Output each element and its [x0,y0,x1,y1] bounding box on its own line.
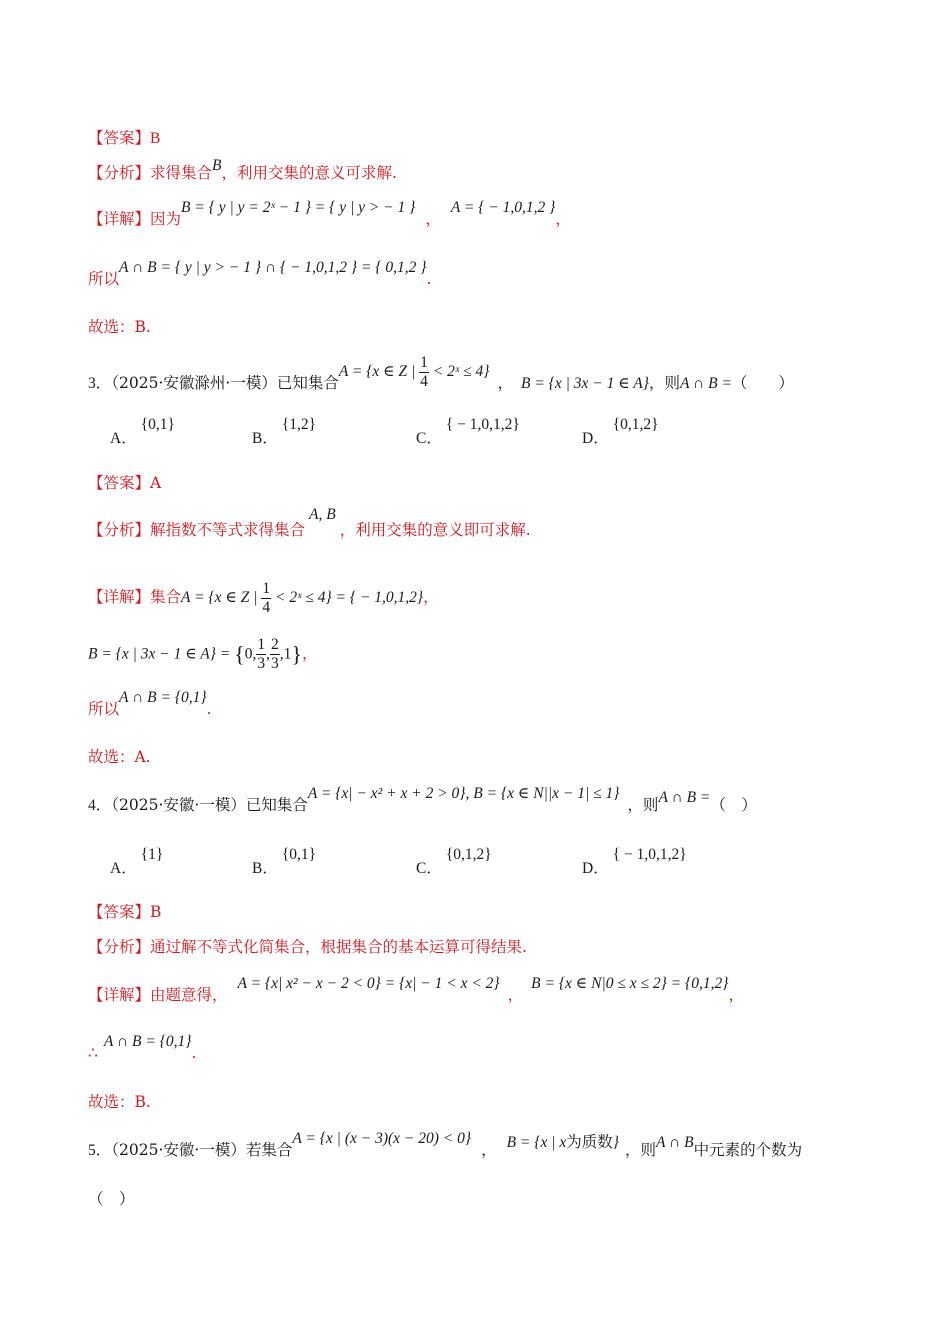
formula: A ∩ B = {0,1} [103,1033,192,1050]
analysis-text: 求得集合 [150,164,213,182]
q4-therefore-line [88,1033,197,1065]
formula-target: A ∩ B = [679,375,732,393]
answer-value: B [150,130,161,147]
so-end: . [426,270,432,288]
analysis-tag: 【分析】 [88,164,151,182]
q4-stem [88,785,757,817]
q2-so-line [88,259,432,291]
so-text: 所以 [88,270,120,288]
analysis-text: 通过解不等式化简集合，根据集合的基本运算可得结果. [150,938,527,956]
q3-stem [88,354,794,403]
q4-option-a[interactable]: A．{1} [110,846,164,877]
q2-analysis-line [88,157,397,185]
then: ，则 [627,796,659,814]
q3-detail-line [88,580,439,617]
formula-setA: A = {x| − x² + x + 2 > 0} [307,785,466,802]
q4-answer-line [88,901,161,923]
q3-option-d[interactable]: D．{0,1,2} [582,416,659,447]
detail-tag: 【详解】 [88,588,151,607]
answer-tag: 【答案】 [88,903,151,921]
formula-target: A ∩ B = [658,789,711,806]
so-end: . [206,700,212,718]
answer-value: B [150,903,162,921]
q2-detail-line [88,199,571,231]
formula-setB: , B = {x ∈ N||x − 1| ≤ 1} [465,785,620,802]
q4-detail-line [88,975,744,1007]
detail-text: ， [507,986,524,1004]
then: ，则 [648,374,680,393]
question-tail: 中元素的个数为 [693,1141,803,1159]
question-source: （2025·安徽滁州·一模）已知集合 [111,374,339,393]
formula: A = {x| x² − x − 2 < 0} = {x| − 1 < x < 2} [237,975,500,992]
q4-option-c[interactable]: C．{0,1,2} [416,846,492,877]
analysis-text: ，利用交集的意义可求解. [221,164,397,182]
answer-paren: （ ） [731,374,794,393]
answer-tag: 【答案】 [88,129,151,147]
question-number: 4． [88,797,112,814]
q2-answer-line [88,127,160,150]
detail-text: ， [425,210,441,228]
question-source: （2025·安徽·一模）若集合 [111,1141,293,1159]
answer-paren: （ ） [710,796,757,814]
analysis-var: B [212,157,222,174]
detail-text: ， [423,588,439,607]
q3-answer-line [88,472,161,494]
detail-text: ， [301,644,318,663]
choose-text: 故选：B. [88,318,151,336]
question-number: 5． [88,1142,112,1159]
formula: B = { y | y = 2ˣ − 1 } = { y | y > − 1 } [181,199,416,216]
detail-tag: 【详解】 [88,210,151,228]
analysis-tag: 【分析】 [88,938,151,956]
q3-so-line [88,689,212,721]
formula-setB: B = {x | 3x − 1 ∈ A} [520,375,649,393]
q5-paren-line [88,1188,135,1210]
detail-text: ， [728,986,744,1004]
analysis-var: A, B [309,506,336,523]
detail-text: 集合 [150,588,182,607]
q4-choose-line [88,1091,151,1113]
so-text: 所以 [88,700,120,718]
detail-tag: 【详解】 [88,986,151,1004]
formula-setA: A = {x | (x − 3)(x − 20) < 0} [292,1130,472,1147]
q4-analysis-line [88,936,527,958]
formula-setB: B = {x | x为质数} [506,1133,619,1151]
choose-text: 故选：B. [88,1093,151,1111]
formula: B = {x | 3x − 1 ∈ A} = [88,645,235,663]
then: ，则 [624,1141,656,1159]
analysis-tag: 【分析】 [88,521,151,539]
answer-paren: （ ） [88,1190,135,1208]
q3-option-a[interactable]: A．{0,1} [110,416,175,447]
formula: A = { − 1,0,1,2 } [450,199,556,216]
detail-text: 由题意得， [150,986,228,1004]
therefore-symbol: ∴ [88,1045,98,1062]
question-number: 3． [88,375,112,393]
formula: A ∩ B = {0,1} [119,689,207,706]
q5-stem [88,1130,803,1162]
formula-setA: A = {x ∈ Z | $\frac{1}{4}$ < 2ˣ ≤ 4} [338,354,490,390]
therefore-end: . [191,1044,197,1062]
sep: ， [497,374,513,393]
analysis-text: 解指数不等式求得集合 [150,521,306,539]
answer-tag: 【答案】 [88,474,151,492]
sep: ， [481,1141,497,1159]
formula: B = {x ∈ N|0 ≤ x ≤ 2} = {0,1,2} [531,975,729,992]
analysis-text: ，利用交集的意义即可求解. [339,521,531,539]
q3-option-c[interactable]: C．{ − 1,0,1,2} [416,416,520,447]
formula-target: A ∩ B [655,1134,694,1151]
q3-setB-line: B = {x | 3x − 1 ∈ A} = {0, $\frac{1}{3}$ , $\frac{2}{3}$ ,1}， [88,636,318,672]
q2-choose-line [88,316,151,338]
q3-option-b[interactable]: B．{1,2} [252,416,317,447]
q4-option-d[interactable]: D．{ − 1,0,1,2} [582,846,687,877]
detail-text: 因为 [150,210,182,228]
formula: A ∩ B = { y | y > − 1 } ∩ { − 1,0,1,2 } = { 0,1,2 } [119,259,427,276]
question-source: （2025·安徽·一模）已知集合 [111,796,308,814]
formula: A = {x ∈ Z | $\frac{1}{4}$ < 2ˣ ≤ 4} = { − 1,0,1,2} [181,580,424,616]
choose-text: 故选：A. [88,748,151,766]
q4-option-b[interactable]: B．{0,1} [252,846,317,877]
answer-value: A [150,474,162,492]
detail-text: ， [555,210,571,228]
q3-analysis-line [88,506,531,542]
q3-choose-line [88,746,151,768]
